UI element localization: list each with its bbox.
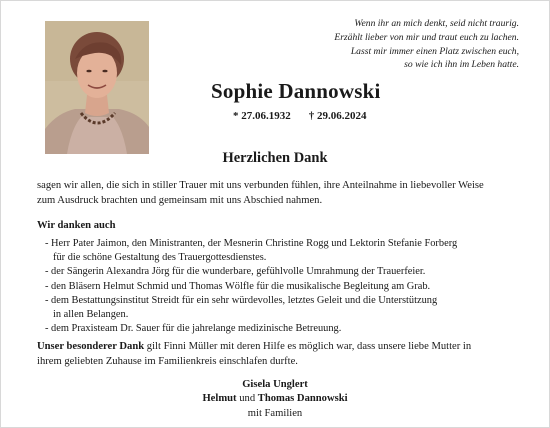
thanks-title: Herzlichen Dank: [222, 150, 328, 166]
signature-name: Helmut: [202, 393, 237, 405]
thanks-list: [45, 237, 525, 336]
deceased-name: Sophie Dannowski: [211, 79, 381, 103]
memorial-verse: [269, 17, 519, 72]
intro-line: sagen wir allen, die sich in stiller Trauer mit uns verbunden fühlen, ihre Anteilnahme in liebevoller Weise: [37, 180, 484, 191]
special-thanks-line: ihrem geliebten Zuhause im Familienkreis einschlafen durfte.: [37, 355, 298, 367]
thanks-heading: Wir danken auch: [37, 220, 116, 231]
birth-date: * 27.06.1932: [233, 110, 291, 122]
list-item: - Herr Pater Jaimon, den Ministranten, der Mesnerin Christine Rogg und Lektorin Stefanie Forberg: [45, 238, 458, 249]
signature-family: mit Familien: [247, 407, 303, 419]
list-item: - der Sängerin Alexandra Jörg für die wunderbare, gefühlvolle Umrahmung der Trauerfeier.: [45, 266, 426, 278]
signature-block: [1, 378, 549, 421]
special-thanks-text: gilt Finni Müller mit deren Hilfe es möglich war, dass unsere liebe Mutter in: [144, 341, 472, 352]
list-item: - den Bläsern Helmut Schmid und Thomas Wölfle für die musikalische Begleitung am Grab.: [45, 280, 431, 292]
signature-conjunction: und: [236, 393, 258, 405]
portrait-photo: [45, 21, 149, 154]
special-thanks: [37, 340, 527, 369]
intro-line: zum Ausdruck brachten und gemeinsam mit uns Abschied nahmen.: [37, 194, 323, 206]
verse-line: so wie ich ihn im Leben hatte.: [404, 59, 519, 71]
list-item: - dem Bestattungsinstitut Streidt für ein sehr würdevolles, letztes Geleit und die Unterstützung: [45, 294, 438, 306]
list-item-continuation: in allen Belangen.: [53, 309, 129, 321]
list-item-continuation: für die schöne Gestaltung des Trauergottesdienstes.: [53, 252, 267, 264]
verse-line: Lasst mir immer einen Platz zwischen euch,: [350, 45, 519, 57]
special-thanks-lead: Unser besonderer Dank: [37, 341, 145, 352]
verse-line: Wenn ihr an mich denkt, seid nicht traurig.: [354, 18, 519, 29]
death-date: † 29.06.2024: [308, 110, 367, 122]
signature-name: Gisela Unglert: [242, 379, 308, 390]
verse-line: Erzählt lieber von mir und traut euch zu lachen.: [334, 31, 519, 43]
life-dates: [233, 110, 367, 122]
signature-name: Thomas Dannowski: [257, 393, 348, 405]
list-item: - dem Praxisteam Dr. Sauer für die jahrelange medizinische Betreuung.: [45, 323, 342, 335]
intro-paragraph: [37, 179, 527, 208]
